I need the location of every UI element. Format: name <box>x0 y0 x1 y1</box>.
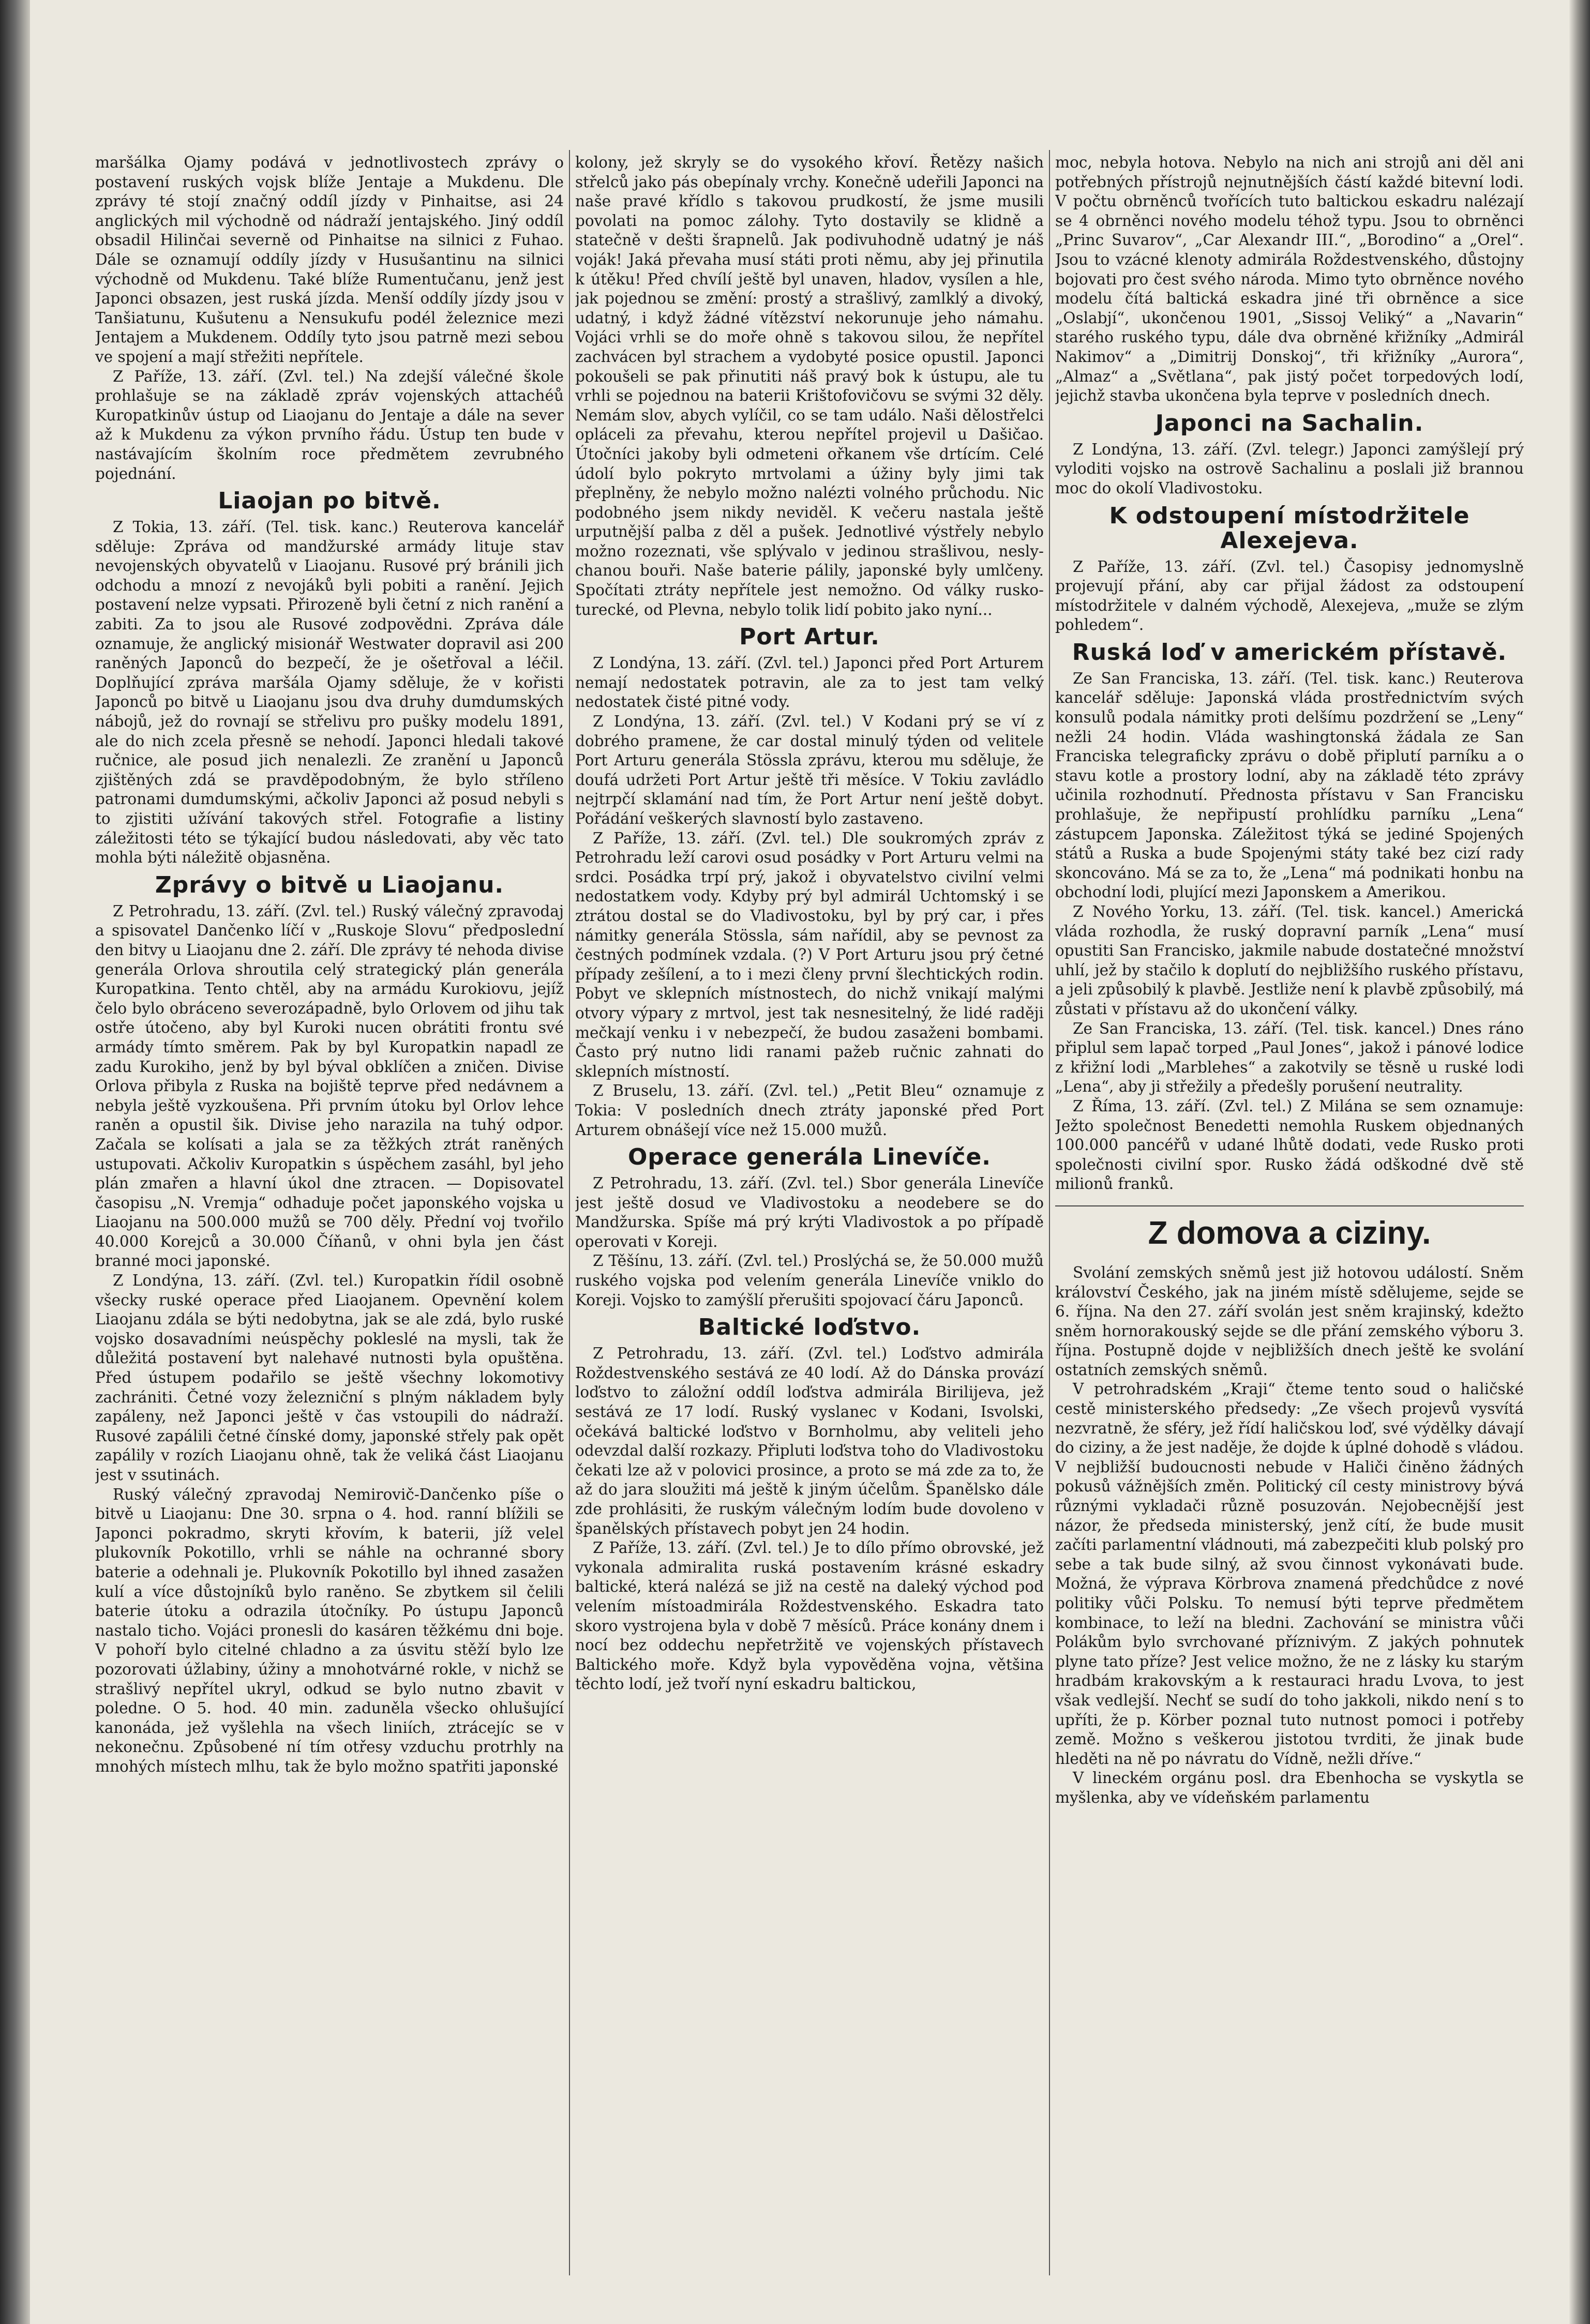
article-paragraph: Z Londýna, 13. září. (Zvl. tel.) Kuropatkin řídil osobně všecky ruské operace před Liaojanem. Opevnění kolem Liaojanu zdála se býti nedobytna, jak se ale zdá, bylo ruské vojsko dosavadními neúspěchy pokleslé na mysli, tak že důležitá postavení byt nalehavé nutnosti byla opuštěna. Před ústupem podařilo se ještě všechny lokomotivy zachrániti. Četné vozy železniční s plným nákladem byly zapáleny, než Japonci ještě v čas vstoupili do nádraží. Rusové zapálili četné čínské domy, japonské střely pak opět zapálily v rozích Liaojanu ohně, tak že veliká část Liaojanu jest v ssutinách. <box>95 1272 564 1484</box>
article-paragraph: Z Londýna, 13. září. (Zvl. tel.) V Kodani prý se ví z dobrého pramene, že car dostal minulý týden od velitele Port Arturu generála Stössla zprávu, kterou mu sděluje, že doufá udržeti Port Artur ještě tři měsíce. V Tokiu zavládlo nejtrpčí sklamání nad tím, že Port Artur není ještě dobyt. Pořádání veškerých slavností bylo zastaveno. <box>575 713 1044 827</box>
article-paragraph: Z Nového Yorku, 13. září. (Tel. tisk. kancel.) Americká vláda rozhodla, že ruský dopravní parník „Lena“ musí opustiti San Francisko, jakmile nabude dostatečné množství uhlí, jež by stačilo k doplutí do nejbližšího ruského přístavu, a jeli způsobilý k plavbě. Jestliže není k plavbě způsobilý, má zůstati v přístavu až do ukončení války. <box>1055 903 1524 1018</box>
column-divider <box>1049 150 1050 2275</box>
article-paragraph: Ruský válečný zpravodaj Nemirovič-Dančenko píše o bitvě u Liaojanu: Dne 30. srpna o 4. hod. ranní blížili se Japonci pokradmo, skryti křovím, k baterii, jíž velel plukovník Pokotillo, vrhli se náhle na ochranné sbory baterie a odehnali je. Plukovník Pokotillo byl ihned zasažen kulí a více důstojníků bylo raněno. Se zbytkem sil čelili baterie útoku a odrazila útočníky. Po ústupu Japonců nastalo ticho. Vojáci pronesli do kasáren těžkému dni boje. V pohoří bylo citelné chladno a za úsvitu stěží bylo lze pozorovati úžlabiny, úžiny a mnohotvárné rokle, v nichž se strašlivý nepřítel ukryl, odkud se bylo nutno zbavit v poledne. O 5. hod. 40 min. zaduněla všecko ohlušující kanonáda, jež vyšlehla na všech liniích, ztrácejíc se v nekonečnu. Způsobené ní tím otřesy vzduchu protrhly na mnohých místech mlhu, tak že bylo možno spatřiti japonské <box>95 1485 564 1775</box>
article-heading: K odstoupení místodržitele Alexejeva. <box>1109 502 1470 554</box>
article-paragraph: maršálka Ojamy podává v jednotlivostech zprávy o postavení ruských vojsk blíže Jentaje a Mukdenu. Dle zprávy té stojí značný oddíl jízdy v Pinhaitse, asi 24 anglických mil východně od nádraží jentajského. Jiný oddíl obsadil Hilinčai severně od Pinhaitse na silnici z Fuhao. Dále se oznamují oddíly jízdy v Husušantinu na silnici východně od Mukdenu. Také blíže Rumentučanu, jenž jest Japonci obsazen, jest ruská jízda. Menší oddíly jízdy jsou v Tanšiatunu, Kušutenu a Nensukufu podél železnice mezi Jentajem a Mukdenem. Oddíly tyto jsou patrně mezi sebou ve spojení a mají střežiti nepřítele. <box>95 154 564 366</box>
column-1 <box>95 153 564 2284</box>
column-divider <box>569 150 570 2275</box>
article-paragraph: Z Londýna, 13. září. (Zvl. tel.) Japonci před Port Arturem nemají nedostatek potravin, ale za to jest tam velký nedostatek čisté pitné vody. <box>575 654 1044 711</box>
column-3 <box>1055 153 1524 2284</box>
article-paragraph: Z Petrohradu, 13. září. (Zvl. tel.) Ruský válečný zpravodaj a spisovatel Dančenko líčí v „Ruskoje Slovu“ předposlední den bitvy u Liaojanu dne 2. září. Dle zprávy té nehoda divise generála Orlova shroutila celý strategický plán generála Kuropatkina. Tento chtěl, aby na armádu Kurokiovu, jejíž čelo bylo obráceno severozápadně, bylo Orlovem od jihu tak ostře útočeno, aby byl Kuroki nucen obrátiti frontu své armády tímto směrem. Pak by byl Kuropatkin napadl ze zadu Kurokiho, jenž by byl býval obklíčen a zničen. Divise Orlova přibyla z Ruska na bojiště teprve před nedávnem a nebyla ještě vyzkoušena. Při prvním útoku byl Orlov lehce raněn a opustil šik. Divise jeho narazila na tuhý odpor. Začala se kolísati a jala se za těžkých ztrát raněných ustupovati. Ačkoliv Kuropatkin s úspěchem zasáhl, byl jeho plán zmařen a hlavní úkol dne ztracen. — Dopisovatel časopisu „N. Vremja“ odhaduje počet japonského vojska u Liaojanu na 500.000 mužů se 700 děly. Přední voj tvořilo 40.000 Korejců a 30.000 Číňanů, v ohni byla jen část branné moci japonské. <box>95 902 564 1270</box>
column-2 <box>575 153 1044 2284</box>
article-paragraph: Z Petrohradu, 13. září. (Zvl. tel.) Loďstvo admirála Roždestvenského sestává ze 40 lodí. Až do Dánska provází loďstvo to záložní oddíl loďstva admirála Birilijeva, jež sestává ze 17 lodí. Ruský vyslanec v Kodani, Isvolski, očekává baltické loďstvo v Bornholmu, aby veliteli jeho odevzdal další rozkazy. Připluti loďstva toho do Vladivostoku čekati lze až v polovici prosince, a proto se má zde za to, že až do jara sloužiti má ještě k jiným účelům. Španělsko dále zde prohlásiti, že ruským válečným lodím bude dovoleno v španělských přístavech pobyt jen 24 hodin. <box>575 1345 1044 1537</box>
section-title: Z domova a ciziny. <box>1055 1205 1524 1253</box>
article-paragraph: V petrohradském „Kraji“ čteme tento soud o haličské cestě ministerského předsedy: „Ze všech projevů vysvítá nezvratně, že sféry, jež řídí haličskou loď, své výdělky dávají do ciziny, a že jest naděje, že dojde k úplné dohodě s vládou. V nejbližší budoucnosti nebude v Haliči činěno žádných pokusů vážnějších změn. Politický cíl cesty ministrovy bývá různými vykladači různě posuzován. Nejobecnější jest názor, že předseda ministerský, jenž cítí, že bude musit začíti parlamentní vládnouti, má zabezpečiti klub polský pro sebe a tak bude silný, až svou činnost vykonávati bude. Možná, že výprava Körbrova znamená předchůdce z nové politiky vůči Polsku. To nemusí býti teprve předmětem kombinace, to leží na bledni. Zachování se ministra vůči Polákům bylo svrchované příznivým. Z jakých pohnutek plyne tato příze? Jest velice možno, že ne z lásky ku starým hradbám krakovským a k restauraci hradu Lvova, to jest však vedlejší. Nechť se sudí do toho jakkoli, nikdo není s to upříti, že p. Körber poznal tuto nutnost pomoci i potřeby země. Možno s veškerou jistotou tvrditi, že jinak bude hleděti na ně po návratu do Vídně, nežli dříve.“ <box>1055 1380 1524 1768</box>
article-heading: Baltické loďstvo. <box>698 1314 921 1341</box>
article-paragraph: Ze San Franciska, 13. září. (Tel. tisk. kancel.) Dnes ráno připlul sem lapač torped „Paul Jones“, jakož i pánové lodice z křižní lodi „Marblehes“ a zakotvily se těsně u ruské lodi „Lena“, aby ji střežily a předešly porušení neutrality. <box>1055 1019 1524 1096</box>
article-paragraph: Z Tokia, 13. září. (Tel. tisk. kanc.) Reuterova kancelář sděluje: Zpráva od mandžurské armády lituje stav nevojenských obyvatelů v Liaojanu. Rusové prý bránili jich odchodu a mnozí z nevojáků byli pobiti a ranění. Jejich postavení nelze vypsati. Přirozeně byli četní z nich ranění a zabiti. Za to jsou ale Rusové zodpovědni. Zpráva dále oznamuje, že anglický misionář Westwater dopravil asi 200 raněných Japonců do bezpečí, že je ošetřoval a léčil. Doplňující zpráva maršála Ojamy sděluje, že v kořisti Japonců po bitvě u Liaojanu jsou dva druhy dumdumských nábojů, jež do rovnají se střelivu pro pušky modelu 1891, ale do nich zcela přesně se nehodí. Japonci hledali takové ručnice, ale posud jich nenalezli. Ze zranění u Japonců zjištěných zdá se pravděpodobným, že bylo stříleno patronami dumdumskými, ačkoliv Japonci až posud nebyli s to zjistiti užívání takových střel. Fotografie a listiny záležitosti této se týkající budou následovati, aby věc tato mohla býti náležitě objasněna. <box>95 518 564 867</box>
scan-right-edge <box>1569 0 1590 2324</box>
article-heading: Operace generála Linevíče. <box>627 1144 992 1171</box>
article-paragraph: kolony, jež skryly se do vysokého křoví. Řetězy našich střelců jako pás obepínaly vrchy. Konečně udeřili Japonci na naše pravé křídlo s takovou prudkostí, že jsme musili povolati na pomoc zálohy. Tyto dostavily se klidně a statečně v dešti šrapnelů. Jak podivuhodně udatný je náš voják! Jaká převaha musí státi proti němu, aby jej přinutila k útěku! Před chvílí ještě byl unaven, hladov, vysílen a hle, jak pojednou se změní: prostý a strašlivý, zamlklý a divoký, udatný, i když žádné vítězství nekorunuje jeho námahu. Vojáci vrhli se do moře ohně s takovou silou, že nepřítel zachvácen byl strachem a vydobyté posice opustil. Japonci pokoušeli se pak přinutiti náš pravý bok k ústupu, ale tu vrhli se pojednou na baterii Krištofovičovu se svými 32 děly. Nemám slov, abych vylíčil, co se tam událo. Naši dělostřelci opláceli za převahu, kterou nepřítel projevil u Dašičao. Útočníci jakoby byli odmeteni ořkanem vše drtícím. Celé údolí bylo pokryto mrtvolami a úžiny byly jimi tak přeplněny, že nebylo možno nalézti volného průchodu. Nic podobného jsem nikdy neviděl. K večeru nastala ještě urputnější palba z děl a pušek. Jednotlivé výstřely nebylo možno rozeznati, vše splývalo v jedinou strašlivou, neslychanou bouři. Naše baterie pálily, japonské byly umlčeny. Spočítati ztráty nepřítele jest nemožno. Od války rusko-turecké, od Plevna, nebylo tolik lidí pobito jako nyní... <box>575 154 1044 618</box>
article-paragraph: Z Petrohradu, 13. září. (Zvl. tel.) Sbor generála Linevíče jest ještě dosud ve Vladivostoku a neodebere se do Mandžurska. Spíše má prý krýti Vladivostok a po případě operovati v Koreji. <box>575 1174 1044 1250</box>
article-paragraph: V lineckém orgánu posl. dra Ebenhocha se vyskytla se myšlenka, aby ve vídeňském parlamentu <box>1055 1769 1524 1806</box>
article-paragraph: Z Těšínu, 13. září. (Zvl. tel.) Proslýchá se, že 50.000 mužů ruského vojska pod velením generála Linevíče vniklo do Koreji. Vojsko to zamýšlí přerušiti spojovací čáru Japonců. <box>575 1252 1044 1309</box>
article-paragraph: moc, nebyla hotova. Nebylo na nich ani strojů ani děl ani potřebných přístrojů nejnutnějších částí každé bitevní lodi. V počtu obrněnců tvořících tuto baltickou eskadru nalézají se 4 obrněnci nového modelu téhož typu. Jsou to obrněnci „Princ Suvarov“, „Car Alexandr III.“, „Borodino“ a „Orel“. Jsou to vzácné klenoty admirála Roždestvenského, důstojny bojovati pro čest svého národa. Mimo tyto obrněnce nového modelu čítá baltická eskadra jiné tři obrněnce a sice „Oslabjí“, ukončenou 1901, „Sissoj Veliký“ a „Navarin“ starého ruského typu, dále dva obrněné křižníky „Admirál Nakimov“ a „Dimitrij Donskoj“, tři křižníky „Aurora“, „Almaz“ a „Světlana“, pak jistý počet torpedových lodí, jejichž stavba ukončena byla teprve v posledních dnech. <box>1055 154 1524 405</box>
article-paragraph: Z Říma, 13. září. (Zvl. tel.) Z Milána se sem oznamuje: Ježto společnost Benedetti nemohla Ruskem objednaných 100.000 pancéřů v udané lhůtě dodati, vede Rusko proti společnosti civilní spor. Rusko žádá odškodné dvě stě milionů franků. <box>1055 1097 1524 1193</box>
article-paragraph: Ze San Franciska, 13. září. (Tel. tisk. kanc.) Reuterova kancelář sděluje: Japonská vláda prostřednictvím svých konsulů podala námitky proti delšímu pozdržení se „Leny“ nežli 24 hodin. Vláda washingtonská žádala ze San Franciska telegraficky zprávu o době připlutí parníku a o stavu kotle a prostory lodní, aby na základě této zprávy učinila rozhodnutí. Přednosta přístavu v San Francisku prohlašuje, že nepřipustí prohlídku parníku „Lena“ zástupcem Japonska. Záležitost týká se jediné Spojených států a Ruska a bude Spojenými státy také bez cizí rady skoncováno. Má se za to, že „Lena“ má podnikati honbu na obchodní lodi, plující mezi Japonskem a Amerikou. <box>1055 669 1524 901</box>
article-heading: Ruská loď v americkém přístavě. <box>1072 639 1507 666</box>
scan-left-edge <box>0 0 30 2324</box>
article-paragraph: Z Bruselu, 13. září. (Zvl. tel.) „Petit Bleu“ oznamuje z Tokia: V posledních dnech ztráty japonské před Port Arturem obnášejí více než 15.000 mužů. <box>575 1082 1044 1139</box>
article-paragraph: Svolání zemských sněmů jest již hotovou událostí. Sněm království Českého, jak na jiném místě sdělujeme, sejde se 6. října. Na den 27. září svolán jest sněm krajinský, kdežto sněm hornorakouský sejde se dle přání zemského výboru 3. října. Postupně dojde v nejbližších dnech ještě ke svolání ostatních zemských sněmů. <box>1055 1263 1524 1379</box>
article-heading: Liaojan po bitvě. <box>218 488 441 515</box>
article-paragraph: Z Londýna, 13. září. (Zvl. telegr.) Japonci zamýšlejí prý vyloditi vojsko na ostrově Sachalinu a poslali již brannou moc do okolí Vladivostoku. <box>1055 440 1524 497</box>
article-heading: Japonci na Sachalin. <box>1155 410 1424 436</box>
article-paragraph: Z Paříže, 13. září. (Zvl. tel.) Je to dílo přímo obrovské, jež vykonala admiralita ruská postavením krásné eskadry baltické, která nalézá se již na cestě na daleký východ pod velením místoadmirála Roždestvenského. Eskadra tato skoro vystrojena byla v době 7 měsíců. Práce konány dnem i nocí bez oddechu nepřetržitě ve vojenských přístavech Baltického moře. Když byla vypověděna vojna, většina těchto lodí, jež tvoří nyní eskadru baltickou, <box>575 1539 1044 1693</box>
article-paragraph: Z Paříže, 13. září. (Zvl. tel.) Na zdejší válečné škole prohlašuje se na základě zpráv vojenských attachéů Kuropatkinův ústup od Liaojanu do Jentaje a dále na sever až k Mukdenu za výkon prvního řádu. Ústup ten bude v nastávajícím školním roce předmětem zevrubného pojednání. <box>95 367 564 482</box>
article-paragraph: Z Paříže, 13. září. (Zvl. tel.) Dle soukromých zpráv z Petrohradu leží carovi osud posádky v Port Arturu velmi na srdci. Posádka trpí prý, jakož i obyvatelstvo civilní velmi nedostatkem vody. Kdyby prý byl admirál Uchtomský i se ztrátou dostal se do Vladivostoku, byl by prý car, i přes námitky generála Stössla, sám nařídil, aby se pevnost za čestných podmínek vzdala. (?) V Port Arturu jsou prý četné případy zešílení, a to i mezi členy první šlechtických rodin. Pobyt ve sklepních místnostech, do nichž vnikají malými otvory výpary z mrtvol, jest tak nesnesitelný, že lidé raději mečkají venku i v nebezpečí, že budou zasaženi bombami. Často prý nutno lidi ranami pažeb ručnic zahnati do sklepních místností. <box>575 829 1044 1080</box>
article-heading: Zprávy o bitvě u Liaojanu. <box>155 871 504 898</box>
article-paragraph: Z Paříže, 13. září. (Zvl. tel.) Časopisy jednomyslně projevují přání, aby car přijal žádost za odstoupení místodržitele v dalném východě, Alexejeva, „muže se zlým pohledem“. <box>1055 557 1524 634</box>
article-heading: Port Artur. <box>739 624 880 651</box>
